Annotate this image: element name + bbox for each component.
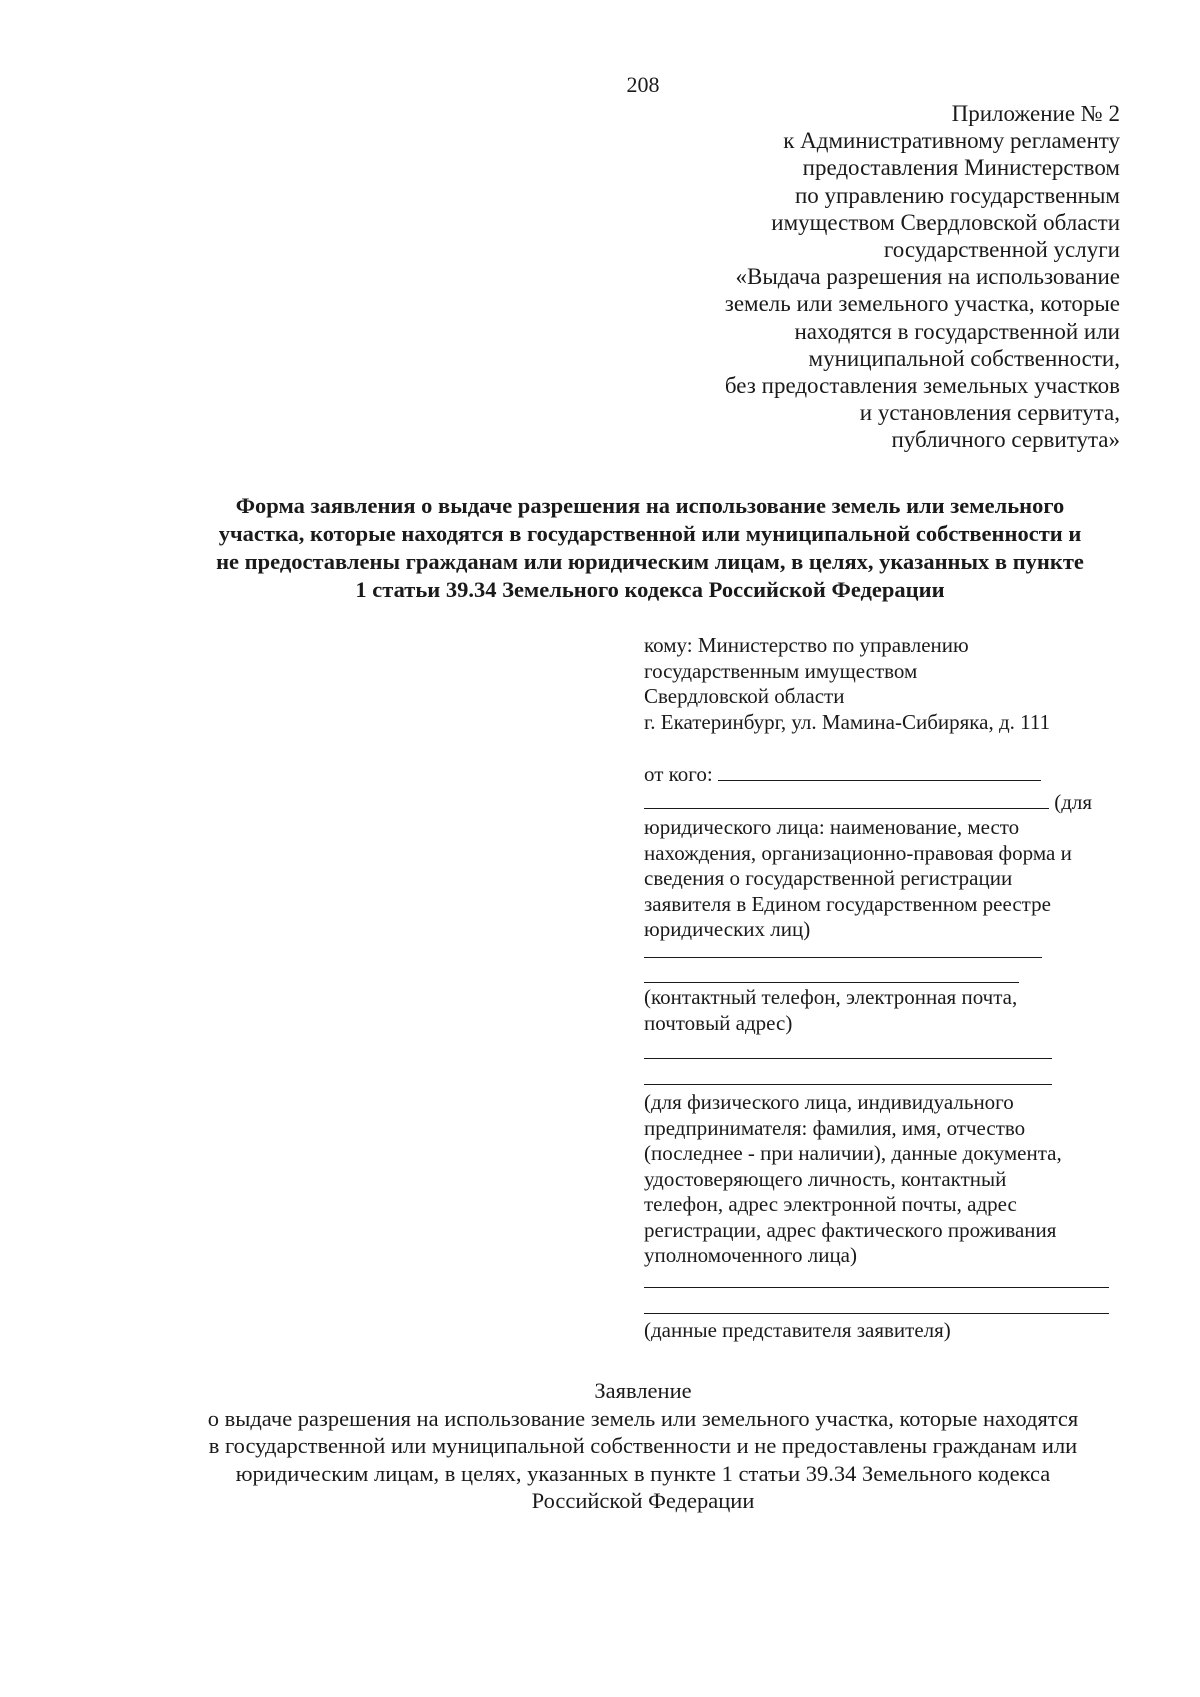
individual-hint: регистрации, адрес фактического проживания: [644, 1217, 1057, 1242]
statement-heading: Заявление: [594, 1378, 692, 1403]
individual-hint: (последнее - при наличии), данные документа,: [644, 1141, 1062, 1165]
individual-hint: телефон, адрес электронной почты, адрес: [644, 1192, 1017, 1216]
individual-hint: удостоверяющего личность, контактный: [644, 1166, 1007, 1191]
contact-field-line-1[interactable]: [644, 957, 1042, 958]
statement-block: [100, 1377, 1186, 1515]
individual-field-line-2[interactable]: [644, 1084, 1052, 1085]
form-title-line: не предоставлены гражданам или юридическим лицам, в целях, указанных в пункте: [216, 549, 1084, 574]
contact-field-line-2[interactable]: [644, 982, 1019, 983]
addressee-block: [644, 633, 1114, 735]
appendix-line: без предоставления земельных участков: [724, 373, 1120, 399]
statement-line: Российской Федерации: [531, 1488, 755, 1513]
sender-name-field-continued[interactable]: [644, 788, 1049, 809]
sender-block: [644, 760, 1124, 943]
form-title-line: Форма заявления о выдаче разрешения на использование земель или земельного: [235, 493, 1065, 518]
sender-name-field[interactable]: [718, 760, 1041, 781]
appendix-line: по управлению государственным: [795, 182, 1120, 208]
addressee-line: г. Екатеринбург, ул. Мамина-Сибиряка, д. 111: [644, 709, 1051, 734]
appendix-line: к Административному регламенту: [783, 128, 1120, 154]
addressee-line: государственным имуществом: [644, 658, 918, 683]
form-title-line: 1 статьи 39.34 Земельного кодекса Российской Федерации: [355, 577, 945, 602]
legal-entity-hint: юридического лица: наименование, место: [644, 815, 1020, 839]
appendix-line: государственной услуги: [883, 237, 1120, 263]
appendix-line: имуществом Свердловской области: [771, 209, 1120, 235]
appendix-line: «Выдача разрешения на использование: [735, 264, 1120, 290]
appendix-line: находятся в государственной или: [794, 318, 1120, 344]
legal-entity-suffix: (для: [1054, 789, 1093, 814]
representative-hint-block: [644, 1318, 1124, 1344]
legal-entity-hint: сведения о государственной регистрации: [644, 866, 1013, 890]
form-title-line: участка, которые находятся в государственной или муниципальной собственности и: [218, 521, 1082, 546]
contact-hint: почтовый адрес): [644, 1010, 793, 1035]
appendix-reference: [520, 100, 1120, 454]
addressee-line: Свердловской области: [644, 684, 845, 708]
individual-hint-block: [644, 1090, 1124, 1269]
appendix-line: предоставления Министерством: [802, 155, 1120, 181]
representative-field-line-1[interactable]: [644, 1287, 1109, 1288]
individual-hint: предпринимателя: фамилия, имя, отчество: [644, 1115, 1026, 1140]
statement-line: о выдаче разрешения на использование земель или земельного участка, которые находятся: [207, 1405, 1079, 1431]
contact-hint: (контактный телефон, электронная почта,: [644, 985, 1018, 1009]
form-title: [150, 492, 1150, 604]
individual-hint: (для физического лица, индивидуального: [644, 1090, 1014, 1114]
page-number: 208: [626, 72, 660, 97]
statement-line: юридическим лицам, в целях, указанных в пункте 1 статьи 39.34 Земельного кодекса: [235, 1460, 1051, 1486]
appendix-line: Приложение № 2: [951, 101, 1120, 126]
sender-label: от кого:: [644, 762, 713, 786]
legal-entity-hint: юридических лиц): [644, 917, 811, 941]
individual-hint: уполномоченного лица): [644, 1243, 857, 1267]
appendix-line: земель или земельного участка, которые: [724, 291, 1120, 317]
individual-field-line-1[interactable]: [644, 1058, 1052, 1059]
legal-entity-hint: заявителя в Едином государственном реестре: [644, 891, 1051, 916]
representative-hint: (данные представителя заявителя): [644, 1318, 951, 1342]
statement-line: в государственной или муниципальной собственности и не предоставлены гражданам или: [208, 1433, 1078, 1458]
addressee-line: кому: Министерство по управлению: [644, 633, 969, 657]
appendix-line: публичного сервитута»: [891, 427, 1120, 453]
representative-field-line-2[interactable]: [644, 1313, 1109, 1314]
appendix-line: муниципальной собственности,: [808, 345, 1120, 371]
contact-hint-block: [644, 985, 1124, 1036]
legal-entity-hint: нахождения, организационно-правовая форма и: [644, 840, 1072, 865]
appendix-line: и установления сервитута,: [859, 400, 1120, 426]
